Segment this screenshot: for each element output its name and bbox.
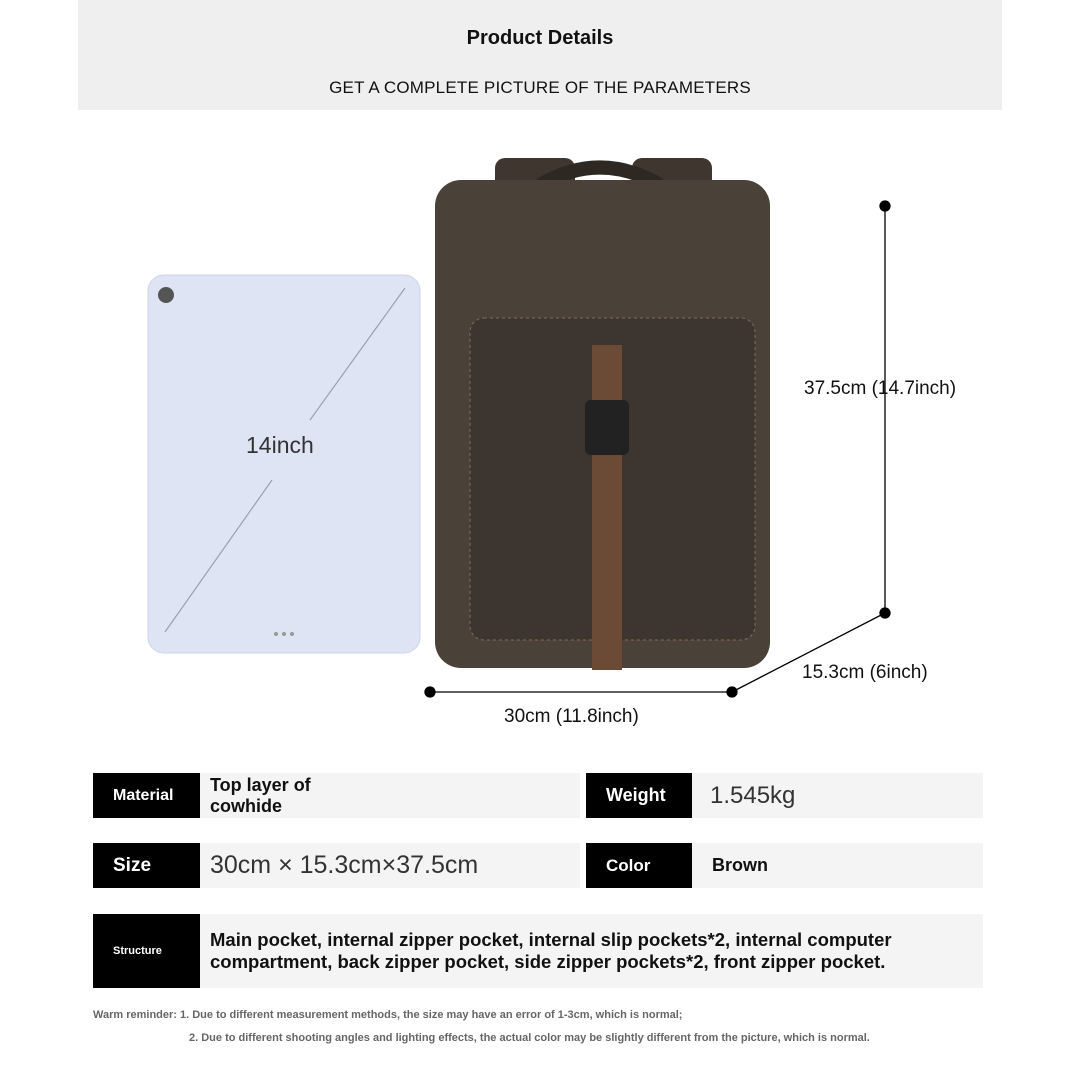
weight-value: 1.545kg (692, 773, 983, 818)
structure-label: Structure (93, 914, 200, 988)
size-label: Size (93, 843, 200, 888)
color-label: Color (586, 843, 692, 888)
structure-value: Main pocket, internal zipper pocket, internal slip pockets*2, internal computer compartment, back zipper pocket, side zipper pockets*2, front zipper pocket. (200, 914, 983, 988)
color-value: Brown (692, 843, 983, 888)
depth-label: 15.3cm (6inch) (802, 662, 928, 683)
material-label: Material (93, 773, 200, 818)
page-title: Product Details (466, 27, 614, 49)
height-label: 37.5cm (14.7inch) (804, 378, 957, 399)
width-label: 30cm (11.8inch) (504, 706, 639, 727)
weight-label: Weight (586, 773, 692, 818)
tablet-image (148, 275, 420, 653)
warm-reminder-1: Warm reminder: 1. Due to different measurement methods, the size may have an error of 1-3cm, which is normal; (93, 1009, 683, 1021)
size-value: 30cm × 15.3cm×37.5cm (200, 843, 580, 888)
backpack-image (435, 158, 770, 670)
material-value: Top layer of cowhide (210, 774, 311, 816)
tablet-size-label: 14inch (246, 432, 314, 458)
page-subtitle: GET A COMPLETE PICTURE OF THE PARAMETERS (329, 78, 751, 97)
warm-reminder-2: 2. Due to different shooting angles and lighting effects, the actual color may be slightly different from the picture, which is normal. (189, 1032, 870, 1044)
